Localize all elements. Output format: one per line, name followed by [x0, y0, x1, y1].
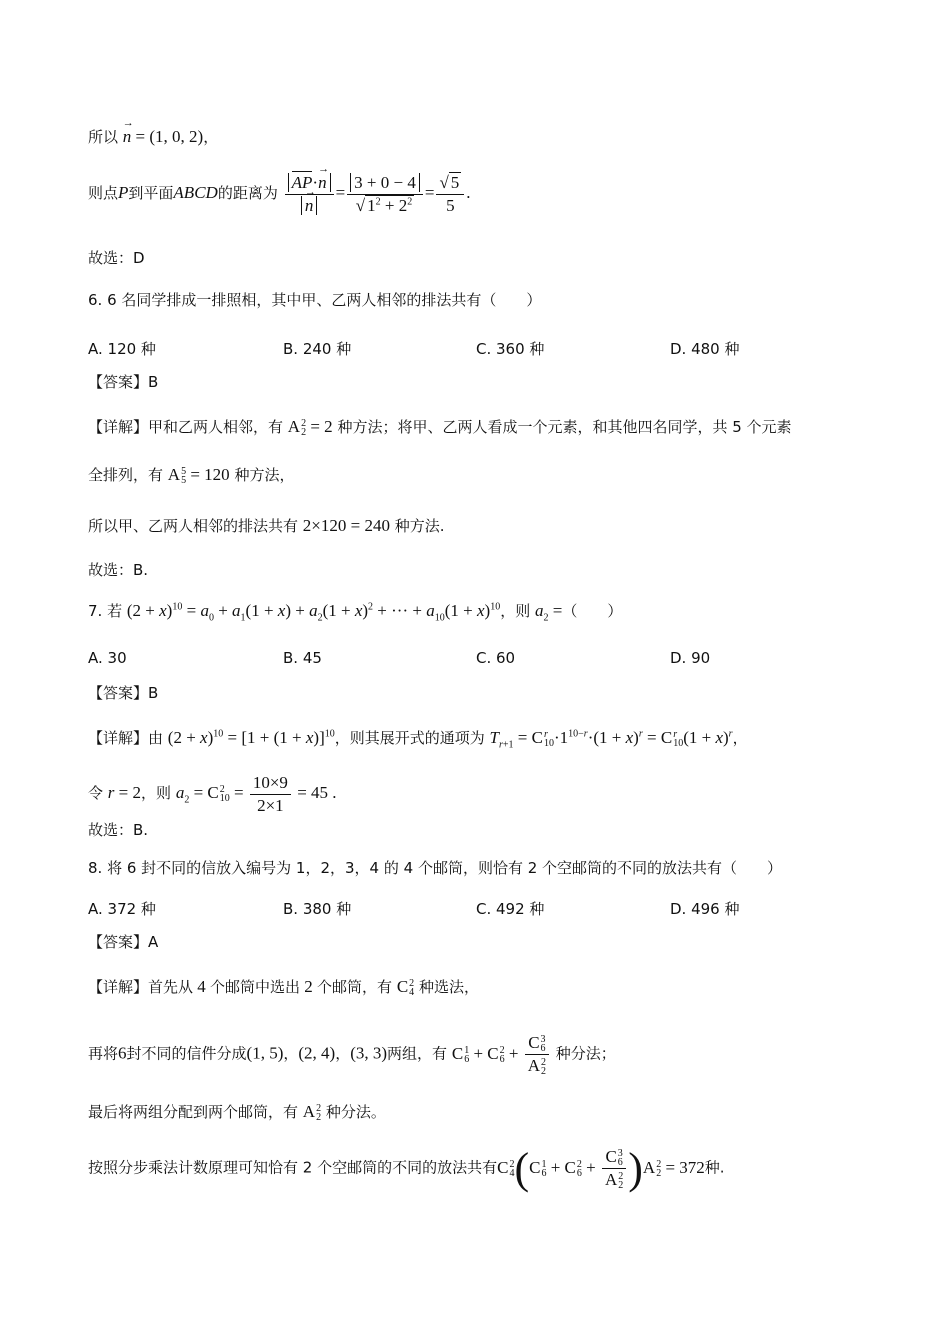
q7-select: 故选：B. — [88, 821, 149, 839]
q8-answer: 【答案】A — [88, 933, 159, 951]
formula-normal-vector: → n = (1, 0, 2) — [123, 127, 203, 146]
q8-option-a: A. 372 种 — [88, 900, 156, 918]
q8-detail-1: 【详解】首先从 4 个邮筒中选出 2 个邮筒，有 C 2 4 种选法， — [88, 977, 479, 999]
q6-option-a: A. 120 种 — [88, 340, 156, 358]
q7-option-b: B. 45 — [283, 649, 322, 667]
q7-option-d: D. 90 — [670, 649, 711, 667]
q6-option-c: C. 360 种 — [476, 340, 545, 358]
question-8: 8. 将 6 封不同的信放入编号为 1，2，3，4 的 4 个邮筒，则恰有 2 个空邮筒的不同的放法共有（ ） — [88, 859, 783, 877]
q6-option-b: B. 240 种 — [283, 340, 352, 358]
q8-option-d: D. 496 种 — [670, 900, 740, 918]
q6-option-d: D. 480 种 — [670, 340, 740, 358]
q7-detail-2: 令 r = 2，则 $a_2 = C$ 2 10 = $\frac{10\times 9}{2\times 1}$ = 45 . — [88, 773, 337, 815]
question-7: 7. 若 $(2 + x)^{10} = a_0 + a_1(1 + x) + a_2(1 + x)^2$ + ··· + $a_{10}(1 + x)^{10}$，则 $a_2$ =（ ） — [88, 601, 623, 624]
question-6: 6. 6 名同学排成一排照相，其中甲、乙两人相邻的排法共有（ ） — [88, 291, 542, 309]
line-distance: 则点P到平面ABCD的距离为 AP·→ n → n = $\frac{3 + 0 - 4}{√ 1^2 + 2^2}$ = $\frac{√ 5}{5}$ . — [88, 172, 471, 216]
select-d: 故选：D — [88, 249, 145, 267]
q8-detail-4: 按照分步乘法计数原理可知恰有 2 个空邮筒的不同的放法共有C 2 4 (C 1 6 + C 2 6 + C 3 6 A 2 2 )A 2 2 = 372种. — [88, 1143, 725, 1193]
q8-option-b: B. 380 种 — [283, 900, 352, 918]
q6-detail-2: 全排列，有 A 5 5 = 120 种方法， — [88, 465, 295, 487]
q7-option-c: C. 60 — [476, 649, 516, 667]
formula-distance: AP·→ n → n = $\frac{3 + 0 - 4}{√ 1^2 + 2^2}$ = $\frac{√ 5}{5}$ . — [283, 183, 471, 202]
q6-detail-3: 所以甲、乙两人相邻的排法共有 2×120 = 240 种方法. — [88, 516, 445, 535]
q6-answer: 【答案】B — [88, 373, 159, 391]
q8-detail-2: 再将6封不同的信件分成(1, 5)，(2, 4)，(3, 3)两组，有 C 1 6 + C 2 6 + C 3 6 A 2 2 种分法； — [88, 1033, 616, 1078]
q8-option-c: C. 492 种 — [476, 900, 545, 918]
q7-answer: 【答案】B — [88, 684, 159, 702]
line-normal-vector: 所以 → n = (1, 0, 2)， — [88, 128, 218, 145]
q6-detail-1: 【详解】甲和乙两人相邻，有 A 2 2 = 2 种方法；将甲、乙两人看成一个元素，和其他四名同学，共 5 个元素 — [88, 417, 792, 439]
q7-option-a: A. 30 — [88, 649, 127, 667]
q8-detail-3: 最后将两组分配到两个邮筒，有 A 2 2 种分法。 — [88, 1102, 386, 1124]
q6-select: 故选：B. — [88, 561, 149, 579]
q7-detail-1: 【详解】由 $(2 + x)^{10} = [1 + (1 + x)]^{10}$，则其展开式的通项为 $T_{r+1} = C$ r 10 $\cdot 1^{10-r}\cdot(1 + x)^r = C$ r 10 $(1 + x)^r$， — [88, 728, 748, 751]
